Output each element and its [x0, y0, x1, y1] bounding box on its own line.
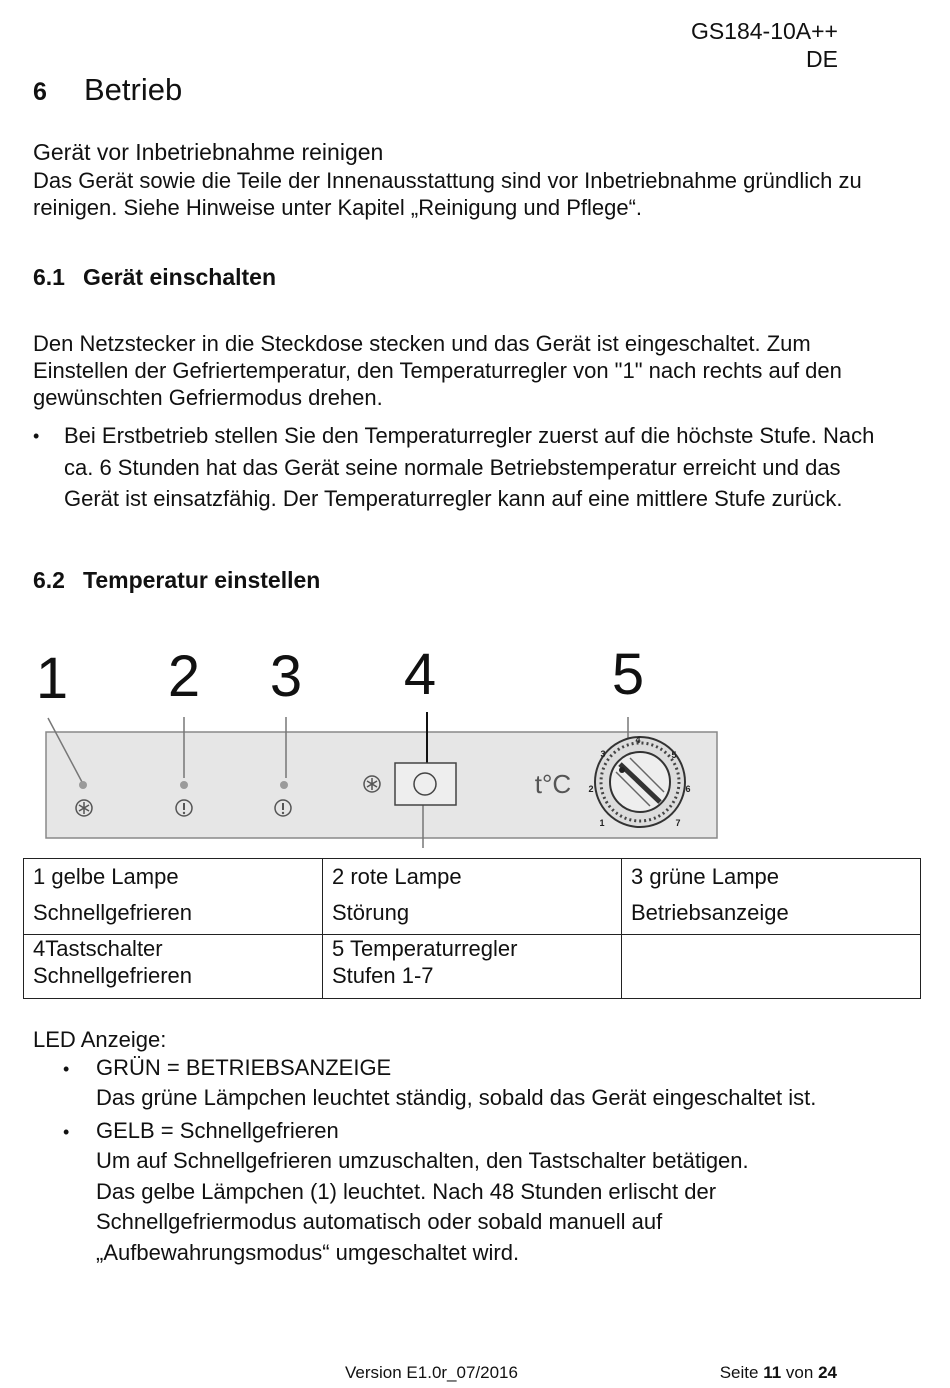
page-current: 11	[763, 1363, 782, 1382]
green-lamp	[280, 781, 288, 789]
version-label: Version E1.0r_07/2016	[345, 1363, 518, 1382]
intro-line: reinigen. Siehe Hinweise unter Kapitel „Reinigung und Pflege“.	[33, 195, 643, 220]
table-row	[24, 859, 921, 935]
paragraph-line: Einstellen der Gefriertemperatur, den Temperaturregler von "1" nach rechts auf den	[33, 358, 842, 383]
cell-line: Stufen 1-7	[332, 963, 434, 988]
intro-line: Das Gerät sowie die Teile der Innenausstattung sind vor Inbetriebnahme gründlich zu	[33, 168, 862, 193]
svg-text:7: 7	[675, 818, 681, 828]
led-heading: LED Anzeige:	[33, 1027, 167, 1052]
table-cell	[622, 935, 921, 999]
control-panel-diagram	[0, 630, 950, 855]
table-row	[24, 935, 921, 999]
subsection-number: 6.1	[33, 264, 65, 290]
language-code: DE	[806, 46, 838, 72]
callout-1: 1	[35, 646, 69, 711]
section-number: 6	[33, 78, 47, 106]
page-indicator	[720, 1363, 837, 1383]
cell-line: 2 rote Lampe	[332, 864, 462, 889]
svg-text:4: 4	[635, 735, 641, 745]
led-item-line: Das grüne Lämpchen leuchtet ständig, sobald das Gerät eingeschaltet ist.	[96, 1085, 817, 1110]
callout-2: 2	[167, 644, 201, 709]
cell-line: Schnellgefrieren	[33, 900, 192, 925]
table-cell	[24, 859, 323, 935]
cell-line: Betriebsanzeige	[631, 900, 789, 925]
callout-5: 5	[611, 642, 645, 707]
page-prefix: Seite	[719, 1363, 759, 1382]
paragraph-line: gewünschten Gefriermodus drehen.	[33, 385, 383, 410]
legend-table	[23, 858, 921, 999]
led-item-title: GRÜN = BETRIEBSANZEIGE	[96, 1055, 392, 1080]
red-lamp	[180, 781, 188, 789]
section-title: Betrieb	[84, 72, 183, 107]
table-cell	[622, 859, 921, 935]
callout-4: 4	[403, 642, 437, 707]
subsection-heading	[33, 567, 320, 594]
page-total: 24	[818, 1363, 837, 1382]
bullet-icon: •	[63, 1122, 70, 1142]
svg-text:3: 3	[600, 749, 606, 759]
led-item-line: Um auf Schnellgefrieren umzuschalten, den Tastschalter betätigen.	[96, 1148, 749, 1173]
paragraph-line: Den Netzstecker in die Steckdose stecken und das Gerät ist eingeschaltet. Zum	[33, 331, 811, 356]
led-item-line: Das gelbe Lämpchen (1) leuchtet. Nach 48 Stunden erlischt der	[96, 1179, 717, 1204]
subsection-number: 6.2	[33, 567, 65, 593]
callout-3: 3	[269, 644, 303, 709]
cell-line: Schnellgefrieren	[33, 963, 192, 988]
bullet-line: Gerät ist einsatzfähig. Der Temperaturregler kann auf eine mittlere Stufe zurück.	[64, 486, 843, 511]
bullet-icon: •	[63, 1059, 70, 1079]
svg-text:5: 5	[671, 750, 677, 760]
cell-line: 3 grüne Lampe	[631, 864, 779, 889]
bullet-line: Bei Erstbetrieb stellen Sie den Temperaturregler zuerst auf die höchste Stufe. Nach	[64, 423, 875, 448]
quick-freeze-switch	[395, 763, 456, 805]
intro-heading: Gerät vor Inbetriebnahme reinigen	[33, 139, 384, 165]
bullet-icon: •	[33, 426, 40, 446]
subsection-title: Temperatur einstellen	[83, 567, 321, 593]
cell-line: 5 Temperaturregler	[332, 936, 518, 961]
svg-text:1: 1	[599, 818, 605, 828]
cell-line: 4Tastschalter	[33, 936, 163, 961]
table-cell	[24, 935, 323, 999]
table-cell	[323, 859, 622, 935]
subsection-heading	[33, 264, 276, 291]
cell-line: Störung	[332, 900, 410, 925]
led-item-line: „Aufbewahrungsmodus“ umgeschaltet wird.	[96, 1240, 520, 1265]
svg-text:2: 2	[588, 784, 594, 794]
yellow-lamp	[79, 781, 87, 789]
led-item-title: GELB = Schnellgefrieren	[96, 1118, 339, 1143]
page-sep: von	[785, 1363, 814, 1382]
subsection-title: Gerät einschalten	[83, 264, 277, 290]
bullet-line: ca. 6 Stunden hat das Gerät seine normale Betriebstemperatur erreicht und das	[64, 455, 841, 480]
cell-line: 1 gelbe Lampe	[33, 864, 179, 889]
temperature-label: t°C	[534, 769, 572, 799]
svg-text:6: 6	[685, 784, 691, 794]
model-number: GS184-10A++	[690, 18, 838, 44]
led-item-line: Schnellgefriermodus automatisch oder sobald manuell auf	[96, 1209, 663, 1234]
table-cell	[323, 935, 622, 999]
